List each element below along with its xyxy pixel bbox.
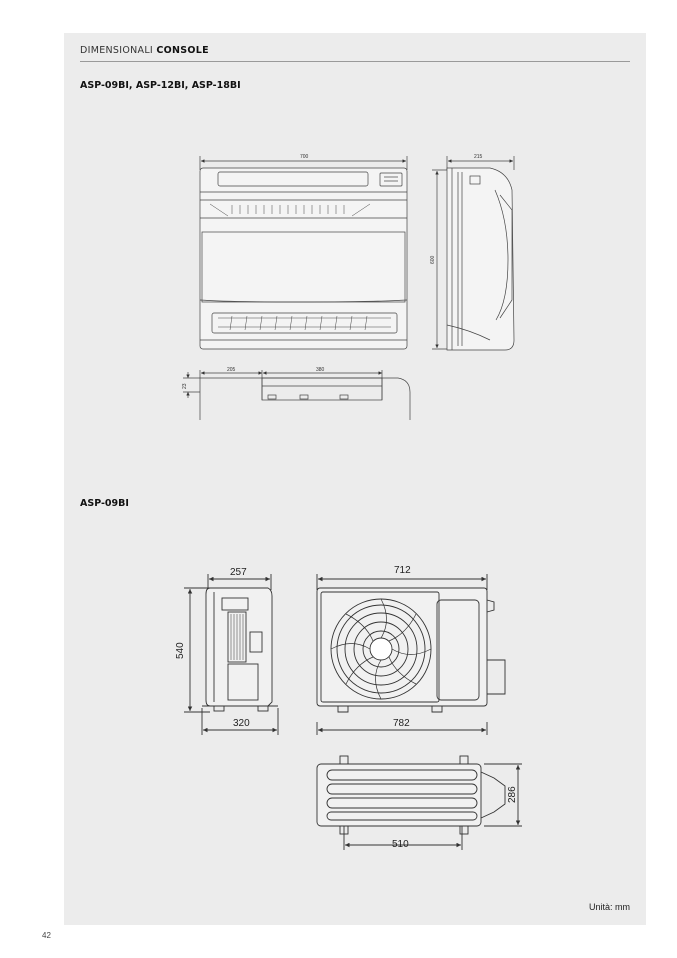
page-number: 42 [42,931,51,940]
dim-indoor-hole-width: 380 [316,367,325,373]
dim-outdoor-side-height: 540 [175,642,186,659]
indoor-bottom-view [183,370,410,420]
header-category: DIMENSIONALI [80,45,154,56]
unit-label: Unità: mm [588,902,630,912]
dim-outdoor-plan-depth: 286 [507,786,518,803]
dim-outdoor-plan-bottom: 510 [392,839,409,850]
dim-outdoor-front-bottom: 782 [393,718,410,729]
section-title-indoor: ASP-09BI, ASP-12BI, ASP-18BI [80,80,241,91]
dim-indoor-hole-height: 23 [182,383,188,389]
dim-indoor-hole-left: 205 [227,367,236,373]
outdoor-front-view [317,574,505,735]
dim-indoor-depth: 215 [474,154,483,160]
indoor-front-view [200,156,407,349]
dim-outdoor-side-top: 257 [230,567,247,578]
header-title: CONSOLE [156,45,209,56]
dim-indoor-height: 600 [430,255,436,264]
indoor-side-view [432,156,514,350]
dim-indoor-width: 700 [300,154,309,160]
section-title-outdoor: ASP-09BI [80,498,129,509]
dim-outdoor-side-bottom: 320 [233,718,250,729]
outdoor-side-view [184,574,278,735]
dim-outdoor-front-top: 712 [394,565,411,576]
outdoor-plan-view [317,756,522,850]
